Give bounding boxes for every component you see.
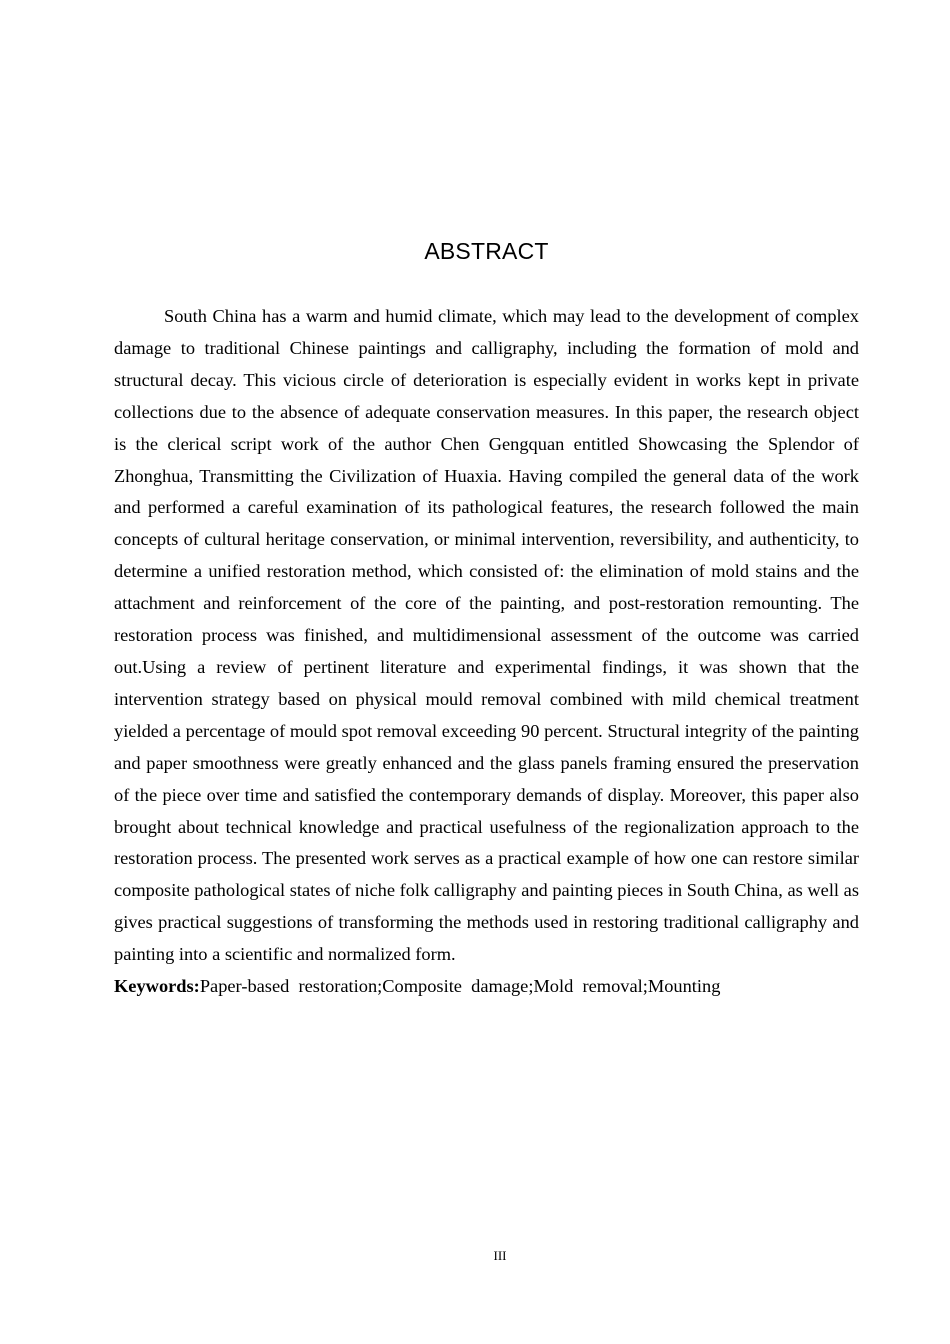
abstract-title: ABSTRACT [424,238,549,264]
abstract-paragraph: South China has a warm and humid climate, which may lead to the development of complex damage to traditional Chinese paintings and calligraphy, including the formation of mold and structural decay. This vicious circle of deterioration is especially evident in works kept in private collections due to the absence of adequate conservation measures. In this paper, the research object is the clerical script work of the author Chen Gengquan entitled Showcasing the Splendor of Zhonghua, Transmitting the Civilization of Huaxia. Having compiled the general data of the work and performed a careful examination of its pathological features, the research followed the main concepts of cultural heritage conservation, or minimal intervention, reversibility, and authenticity, to determine a unified restoration method, which consisted of: the elimination of mold stains and the attachment and reinforcement of the core of the painting, and post-restoration remounting. The restoration process was finished, and multidimensional assessment of the outcome was carried out.Using a review of pertinent literature and experimental findings, it was shown that the intervention strategy based on physical mould removal combined with mild chemical treatment yielded a percentage of mould spot removal exceeding 90 percent. Structural integrity of the painting and paper smoothness were greatly enhanced and the glass panels framing ensured the preservation of the piece over time and satisfied the contemporary demands of display. Moreover, this paper also brought about technical knowledge and practical usefulness of the regionalization approach to the restoration process. The presented work serves as a practical example of how one can restore similar composite pathological states of niche folk calligraphy and painting pieces in South China, as well as gives practical suggestions of transforming the methods used in restoring traditional calligraphy and painting into a scientific and normalized form. [114,306,859,965]
keywords-label: Keywords: [114,976,200,997]
keywords-line [114,971,859,1003]
abstract-body [114,301,859,1003]
keywords-list: Paper-based restoration;Composite damage;Mold removal;Mounting [199,976,721,997]
page-number: III [493,1248,507,1263]
